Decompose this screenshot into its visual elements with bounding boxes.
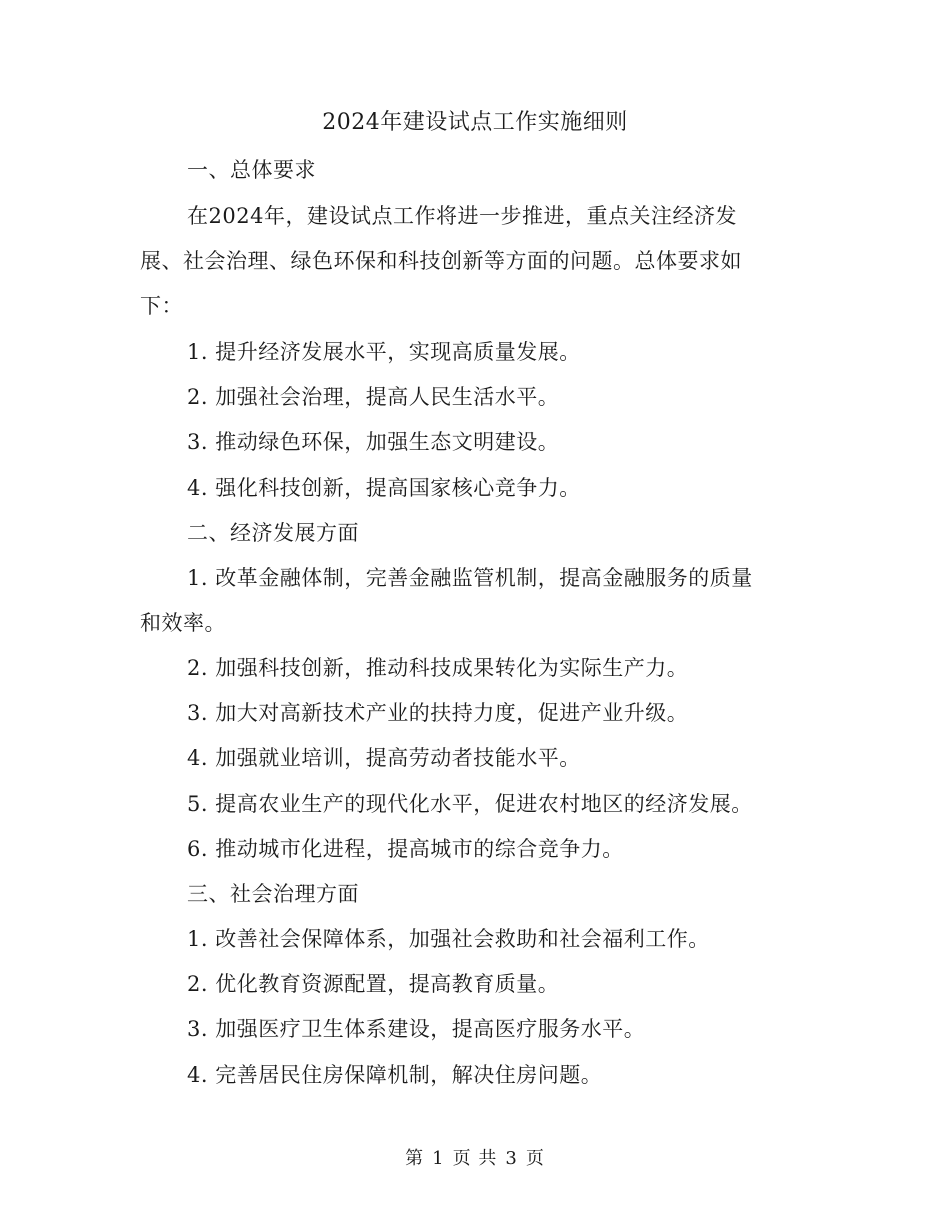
- page-suffix: 页: [525, 1148, 545, 1169]
- list-item: 4. 加强就业培训，提高劳动者技能水平。: [187, 746, 581, 770]
- paragraph-line: 展、社会治理、绿色环保和科技创新等方面的问题。总体要求如: [140, 249, 742, 273]
- paragraph-line: 在2024年，建设试点工作将进一步推进，重点关注经济发: [187, 204, 737, 228]
- list-item: 1. 改革金融体制，完善金融监管机制，提高金融服务的质量: [187, 566, 753, 590]
- list-item: 2. 优化教育资源配置，提高教育质量。: [187, 972, 560, 996]
- page-total: 3: [505, 1148, 518, 1169]
- document-title: 2024年建设试点工作实施细则: [322, 110, 628, 135]
- list-item: 3. 推动绿色环保，加强生态文明建设。: [187, 430, 560, 454]
- list-item: 2. 加强科技创新，推动科技成果转化为实际生产力。: [187, 656, 689, 680]
- list-item: 3. 加强医疗卫生体系建设，提高医疗服务水平。: [187, 1017, 646, 1041]
- list-item: 1. 提升经济发展水平，实现高质量发展。: [187, 340, 581, 364]
- section-heading: 三、社会治理方面: [187, 882, 359, 906]
- page-current: 1: [432, 1148, 445, 1169]
- list-item: 2. 加强社会治理，提高人民生活水平。: [187, 385, 560, 409]
- list-item: 4. 强化科技创新，提高国家核心竞争力。: [187, 476, 581, 500]
- list-item-continuation: 和效率。: [140, 611, 226, 635]
- paragraph-line: 下：: [140, 294, 183, 318]
- page-prefix: 第: [405, 1148, 425, 1169]
- section-heading: 一、总体要求: [187, 158, 316, 182]
- list-item: 4. 完善居民住房保障机制，解决住房问题。: [187, 1063, 603, 1087]
- section-heading: 二、经济发展方面: [187, 521, 359, 545]
- list-item: 6. 推动城市化进程，提高城市的综合竞争力。: [187, 837, 624, 861]
- list-item: 5. 提高农业生产的现代化水平，促进农村地区的经济发展。: [187, 792, 753, 816]
- page-footer: [0, 1146, 950, 1172]
- page-mid: 页 共: [452, 1148, 498, 1169]
- list-item: 1. 改善社会保障体系，加强社会救助和社会福利工作。: [187, 927, 710, 951]
- list-item: 3. 加大对高新技术产业的扶持力度，促进产业升级。: [187, 701, 689, 725]
